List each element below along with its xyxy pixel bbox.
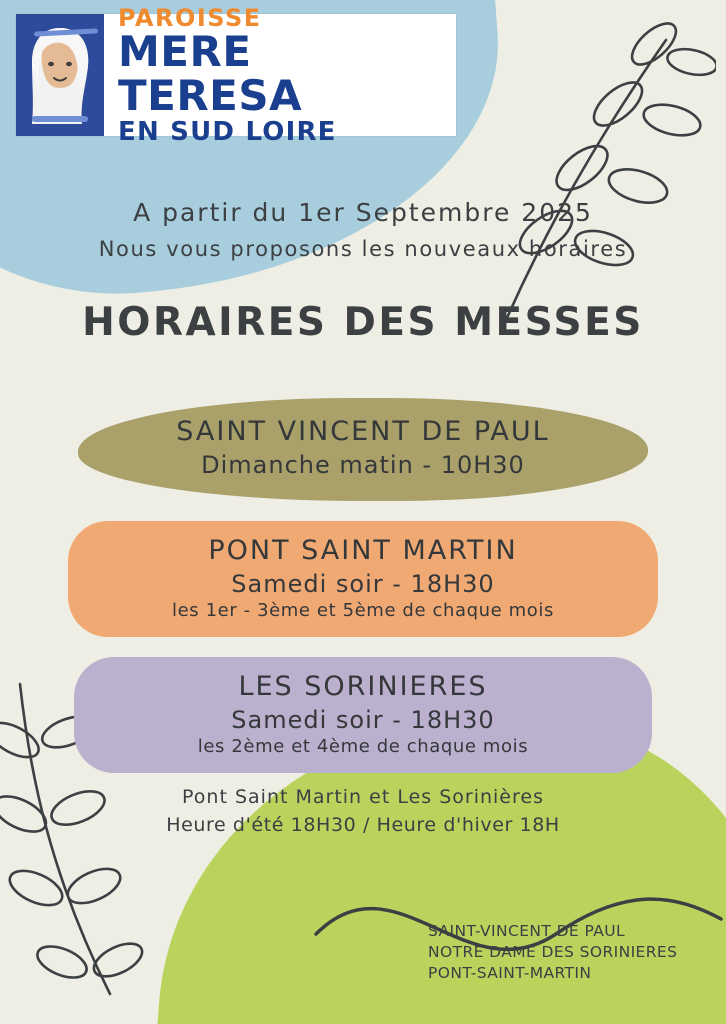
mass-time: Dimanche matin - 10H30 — [201, 451, 525, 479]
logo-line-paroisse: PAROISSE — [118, 3, 262, 32]
mass-place: LES SORINIERES — [238, 671, 488, 702]
mother-teresa-portrait-icon — [16, 14, 104, 136]
intro-text — [0, 198, 726, 261]
seasonal-time-note — [0, 786, 726, 836]
mass-time: Samedi soir - 18H30 — [231, 570, 495, 598]
mass-block-les-sorinieres — [74, 657, 652, 773]
parish-line-1: SAINT-VINCENT DE PAUL — [428, 922, 625, 941]
intro-line-2: Nous vous proposons les nouveaux horaires — [98, 237, 628, 261]
parish-line-2: NOTRE DAME DES SORINIERES — [428, 943, 678, 962]
parish-line-3: PONT-SAINT-MARTIN — [428, 964, 592, 983]
intro-line-1: A partir du 1er Septembre 2025 — [133, 198, 593, 227]
mass-place: PONT SAINT MARTIN — [208, 535, 518, 566]
mass-frequency: les 1er - 3ème et 5ème de chaque mois — [172, 600, 554, 621]
parish-church-list — [428, 921, 677, 984]
logo-line-region: EN SUD LOIRE — [118, 116, 337, 147]
mass-place: SAINT VINCENT DE PAUL — [176, 416, 550, 447]
parish-logo — [16, 3, 456, 147]
olive-branch-icon — [486, 0, 716, 330]
footnote-line-1: Pont Saint Martin et Les Sorinières — [182, 786, 544, 808]
footnote-line-2: Heure d'été 18H30 / Heure d'hiver 18H — [166, 814, 560, 836]
logo-text — [104, 3, 456, 147]
mass-block-pont-saint-martin — [68, 521, 658, 637]
mass-block-saint-vincent-de-paul — [78, 398, 648, 501]
mass-frequency: les 2ème et 4ème de chaque mois — [197, 736, 529, 757]
mass-time: Samedi soir - 18H30 — [231, 706, 495, 734]
logo-line-name: MERE TERESA — [118, 26, 303, 120]
page-title: HORAIRES DES MESSES — [82, 300, 644, 345]
mass-schedule-list — [0, 398, 726, 793]
